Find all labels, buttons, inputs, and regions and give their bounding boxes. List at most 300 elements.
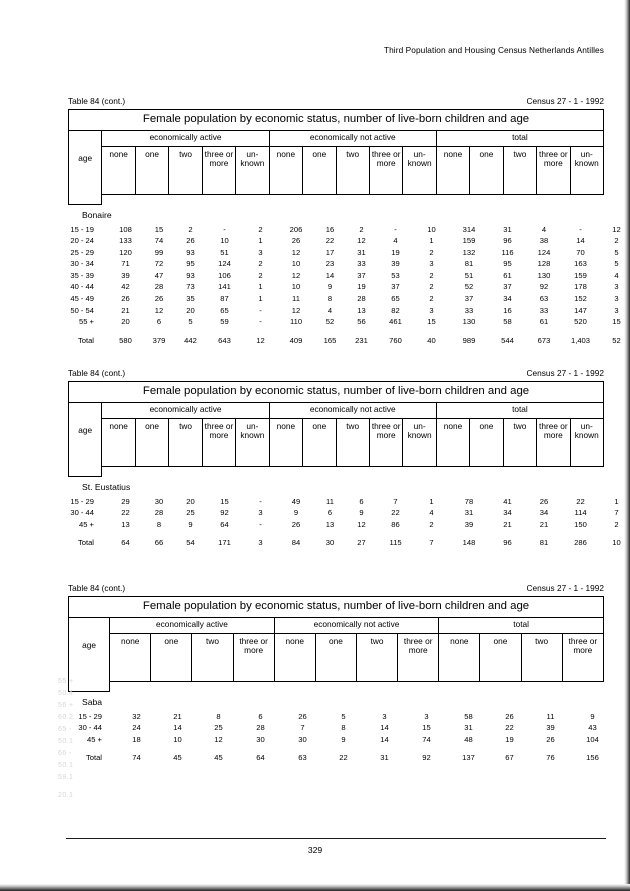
data-cell: 9 <box>590 711 595 721</box>
data-cell: 22 <box>505 723 514 733</box>
data-cell: 26 <box>154 294 164 304</box>
data-cell: 34 <box>539 508 549 518</box>
data-cell: 114 <box>574 508 587 518</box>
table-title: Female population by economic status, number of live-born children and age <box>69 382 604 403</box>
data-cell: 7 <box>614 508 619 518</box>
data-cell: 26 <box>298 711 307 721</box>
data-cell: 61 <box>539 317 549 327</box>
data-cell: - <box>259 305 262 315</box>
data-cell: 2 <box>188 224 193 234</box>
group-total: total <box>436 402 603 418</box>
data-cell: 130 <box>462 317 476 327</box>
data-cell: 26 <box>186 236 195 246</box>
data-cell: 2 <box>429 270 434 280</box>
table-caption-line <box>68 368 604 381</box>
data-cell: 23 <box>325 259 335 269</box>
data-cell: 45 <box>173 753 182 763</box>
data-cell: 40 <box>427 335 436 345</box>
scan-edge <box>0 884 630 891</box>
data-cell: 11 <box>546 711 555 721</box>
data-cell: 15 <box>220 496 229 506</box>
col-ea-three-or-more: three or more <box>233 633 274 681</box>
col-ena-none: none <box>274 633 315 681</box>
data-cell: 37 <box>464 294 474 304</box>
page-number: 329 <box>307 845 323 855</box>
data-cell: 12 <box>357 236 366 246</box>
data-cell: 3 <box>614 305 619 315</box>
data-cell: 4 <box>429 508 434 518</box>
col-ea-two: two <box>169 146 202 194</box>
table-row <box>68 235 630 247</box>
col-tot-one: one <box>470 418 503 466</box>
data-cell: 78 <box>464 496 474 506</box>
data-cell: 2 <box>429 519 434 529</box>
data-cell: 2 <box>258 259 263 269</box>
table-block-saba <box>58 583 604 799</box>
data-cell: - <box>259 317 262 327</box>
data-cell: 4 <box>614 270 619 280</box>
col-ena-three-or-more: three or more <box>369 146 402 194</box>
data-cell: 1 <box>258 236 263 246</box>
col-tot-two: two <box>521 633 562 681</box>
group-total: total <box>436 130 603 146</box>
table-header-frame <box>68 381 604 477</box>
data-cell: 10 <box>427 224 436 234</box>
data-cell: 1 <box>429 236 434 246</box>
data-cell: 4 <box>327 305 333 315</box>
col-ena-none: none <box>269 146 302 194</box>
scan-artifact: 20.1 <box>58 791 74 799</box>
data-cell: 49 <box>291 496 301 506</box>
data-cell: 99 <box>154 247 164 257</box>
col-ea-two: two <box>169 418 202 466</box>
scan-artifact: 55 + <box>58 677 74 685</box>
col-ena-none: none <box>269 418 302 466</box>
table-row <box>68 293 630 305</box>
data-cell: 115 <box>389 538 402 548</box>
table-row <box>68 734 614 746</box>
table-total-row <box>68 335 630 347</box>
data-cell: 19 <box>505 734 514 744</box>
age-label: 15 - 29 <box>78 711 102 721</box>
col-tot-three-or-more: three or more <box>562 633 603 681</box>
col-ea-two: two <box>192 633 233 681</box>
data-cell: 14 <box>380 734 389 744</box>
data-cell: 30 <box>154 496 164 506</box>
data-cell: 47 <box>154 270 164 280</box>
data-cell: 22 <box>391 508 400 518</box>
table-row <box>68 270 630 282</box>
table-total-row <box>68 537 630 549</box>
data-cell: 9 <box>359 508 364 518</box>
data-cell: 63 <box>539 294 549 304</box>
data-cell: 165 <box>323 335 337 345</box>
data-cell: 81 <box>464 259 474 269</box>
data-cell: 58 <box>464 711 473 721</box>
table-block-bonaire <box>68 96 621 346</box>
data-cell: 96 <box>503 538 512 548</box>
data-cell: 28 <box>154 282 164 292</box>
data-cell: 16 <box>325 224 335 234</box>
data-cell: 10 <box>291 282 301 292</box>
age-label: 25 - 29 <box>70 247 94 257</box>
data-cell: 156 <box>586 753 599 763</box>
data-cell: 84 <box>291 538 301 548</box>
census-label: Census 27 - 1 - 1992 <box>526 368 604 378</box>
data-cell: 159 <box>462 236 476 246</box>
data-cell: 26 <box>121 294 130 304</box>
data-cell: 6 <box>156 317 162 327</box>
data-cell: 13 <box>325 519 335 529</box>
data-cell: 22 <box>339 753 348 763</box>
col-ea-one: one <box>135 146 168 194</box>
data-cell: 63 <box>298 753 307 763</box>
data-cell: 74 <box>154 236 164 246</box>
data-cell: 21 <box>539 519 549 529</box>
data-cell: 14 <box>576 236 585 246</box>
col-ea-three-or-more: three or more <box>202 146 235 194</box>
data-cell: 27 <box>357 538 366 548</box>
data-cell: - <box>259 496 262 506</box>
data-cell: 133 <box>119 236 132 246</box>
col-tot-unknown: un- known <box>570 418 603 466</box>
col-tot-unknown: un- known <box>570 146 603 194</box>
data-cell: 14 <box>325 270 335 280</box>
data-cell: 442 <box>184 335 197 345</box>
data-cell: 24 <box>132 723 141 733</box>
col-ea-one: one <box>135 418 168 466</box>
data-cell: 2 <box>614 519 619 529</box>
data-cell: 28 <box>154 508 164 518</box>
data-cell: 3 <box>429 259 434 269</box>
data-cell: 32 <box>132 711 141 721</box>
age-label: 20 - 24 <box>70 236 94 246</box>
col-ena-unknown: un- known <box>403 146 436 194</box>
data-cell: 6 <box>359 496 364 506</box>
data-cell: 52 <box>464 282 474 292</box>
data-cell: 10 <box>220 236 229 246</box>
col-tot-two: two <box>503 418 536 466</box>
age-label: 55 + <box>79 317 94 327</box>
data-cell: 9 <box>341 734 346 744</box>
data-cell: 10 <box>291 259 301 269</box>
data-cell: 37 <box>357 270 366 280</box>
data-cell: 17 <box>325 247 335 257</box>
data-cell: 22 <box>325 236 335 246</box>
data-cell: 120 <box>119 247 132 257</box>
scan-artifact: 56 + <box>58 701 74 709</box>
data-cell: 3 <box>382 711 387 721</box>
col-tot-none: none <box>439 633 480 681</box>
data-cell: 520 <box>574 317 587 327</box>
data-cell: 28 <box>357 294 366 304</box>
data-cell: 31 <box>464 723 473 733</box>
data-cell: 95 <box>503 259 512 269</box>
age-label: 15 - 29 <box>70 496 94 506</box>
data-cell: 19 <box>391 247 400 257</box>
age-label: 45 + <box>87 734 102 744</box>
data-cell: 1 <box>258 282 263 292</box>
data-cell: 71 <box>121 259 130 269</box>
col-ea-unknown: un- known <box>236 418 269 466</box>
data-cell: 31 <box>503 224 512 234</box>
data-cell: 286 <box>574 538 587 548</box>
data-cell: 14 <box>173 723 182 733</box>
col-tot-one: one <box>480 633 521 681</box>
data-cell: 130 <box>537 270 551 280</box>
col-ea-unknown: un- known <box>236 146 269 194</box>
data-cell: 65 <box>220 305 229 315</box>
age-label: 50 - 54 <box>70 305 94 315</box>
data-cell: 12 <box>291 270 301 280</box>
table-row <box>68 711 614 723</box>
col-tot-two: two <box>503 146 536 194</box>
census-label: Census 27 - 1 - 1992 <box>526 96 604 106</box>
table-row <box>68 507 630 519</box>
data-table-st-eustatius <box>68 496 630 549</box>
table-row <box>68 247 630 259</box>
data-cell: 178 <box>574 282 587 292</box>
data-cell: 26 <box>291 236 301 246</box>
data-cell: 61 <box>503 270 512 280</box>
data-cell: 33 <box>357 259 366 269</box>
table-title: Female population by economic status, number of live-born children and age <box>69 597 604 618</box>
scan-artifact: 59.1 <box>58 773 74 781</box>
data-cell: 26 <box>291 519 301 529</box>
data-cell: 580 <box>119 335 132 345</box>
data-cell: 52 <box>325 317 335 327</box>
data-cell: 141 <box>218 282 231 292</box>
row-spacer <box>68 530 630 537</box>
age-label: 40 - 44 <box>70 282 94 292</box>
group-economically-active: economically active <box>102 130 269 146</box>
data-cell: 152 <box>574 294 587 304</box>
data-cell: 51 <box>464 270 474 280</box>
age-label: 45 + <box>79 519 94 529</box>
age-label: 30 - 34 <box>70 259 94 269</box>
age-label: Total <box>77 538 94 548</box>
table-row <box>68 281 630 293</box>
data-cell: 19 <box>357 282 366 292</box>
data-cell: 110 <box>289 317 303 327</box>
data-cell: 21 <box>173 711 182 721</box>
table-row <box>68 316 630 328</box>
data-cell: 6 <box>327 508 333 518</box>
col-tot-none: none <box>436 146 469 194</box>
data-cell: 2 <box>359 224 364 234</box>
age-label: Total <box>77 335 94 345</box>
data-cell: 26 <box>539 496 549 506</box>
data-cell: 73 <box>186 282 195 292</box>
census-label: Census 27 - 1 - 1992 <box>526 583 604 593</box>
data-cell: 3 <box>614 282 619 292</box>
data-cell: 2 <box>429 282 434 292</box>
data-cell: 989 <box>462 335 476 345</box>
data-cell: 3 <box>258 247 263 257</box>
data-cell: 37 <box>503 282 512 292</box>
table-caption-line <box>68 583 604 596</box>
data-cell: 35 <box>186 294 195 304</box>
col-ea-one: one <box>151 633 192 681</box>
data-cell: 95 <box>186 259 195 269</box>
col-ena-three-or-more: three or more <box>369 418 402 466</box>
data-cell: 21 <box>121 305 130 315</box>
data-cell: 30 <box>325 538 335 548</box>
data-cell: 93 <box>186 270 195 280</box>
data-cell: 39 <box>464 519 474 529</box>
data-cell: 2 <box>429 294 434 304</box>
data-cell: 1 <box>429 496 434 506</box>
data-cell: 12 <box>256 335 265 345</box>
data-cell: 7 <box>393 496 398 506</box>
data-cell: - <box>579 224 582 234</box>
data-cell: 15 <box>154 224 164 234</box>
data-cell: 64 <box>220 519 229 529</box>
col-ena-three-or-more: three or more <box>398 633 439 681</box>
data-cell: 42 <box>121 282 130 292</box>
row-spacer <box>68 328 630 335</box>
data-area <box>68 477 621 549</box>
data-cell: 9 <box>188 519 193 529</box>
data-cell: 3 <box>429 305 434 315</box>
data-cell: 30 <box>298 734 307 744</box>
data-cell: - <box>259 519 262 529</box>
data-cell: 16 <box>503 305 512 315</box>
data-cell: 31 <box>464 508 474 518</box>
data-table-bonaire <box>68 224 630 346</box>
col-tot-three-or-more: three or more <box>537 146 570 194</box>
data-cell: 18 <box>132 734 141 744</box>
data-cell: 2 <box>258 224 263 234</box>
data-cell: 39 <box>546 723 555 733</box>
col-tot-three-or-more: three or more <box>537 418 570 466</box>
data-cell: 48 <box>464 734 473 744</box>
data-cell: 26 <box>546 734 555 744</box>
group-total: total <box>439 617 604 633</box>
data-cell: 3 <box>614 294 619 304</box>
col-ena-two: two <box>336 146 369 194</box>
col-tot-none: none <box>436 418 469 466</box>
data-cell: 13 <box>121 519 130 529</box>
data-cell: 20 <box>186 305 195 315</box>
data-cell: 67 <box>505 753 514 763</box>
place-name-saba: Saba <box>82 696 103 707</box>
data-cell: 22 <box>121 508 130 518</box>
data-cell: 116 <box>501 247 514 257</box>
data-cell: 150 <box>574 519 587 529</box>
age-label: 30 - 44 <box>78 723 102 733</box>
col-tot-one: one <box>470 146 503 194</box>
data-cell: 22 <box>576 496 585 506</box>
data-cell: 163 <box>574 259 587 269</box>
data-cell: 54 <box>186 538 195 548</box>
scan-artifact: 50.1 <box>58 737 74 745</box>
data-cell: 10 <box>173 734 182 744</box>
table-row <box>68 722 614 734</box>
data-area <box>68 205 621 346</box>
data-cell: 3 <box>258 538 263 548</box>
data-cell: 15 <box>612 317 621 327</box>
data-cell: 64 <box>121 538 130 548</box>
data-cell: 66 <box>154 538 164 548</box>
data-cell: 8 <box>341 723 346 733</box>
table-row <box>68 519 630 531</box>
scan-edge <box>624 0 630 891</box>
col-ena-two: two <box>356 633 397 681</box>
data-cell: 39 <box>391 259 400 269</box>
data-cell: 4 <box>541 224 547 234</box>
data-cell: 6 <box>258 711 263 721</box>
table-caption-line <box>68 96 604 109</box>
table-total-row <box>68 752 614 764</box>
data-cell: 1 <box>258 294 263 304</box>
data-cell: 12 <box>357 519 366 529</box>
data-cell: 20 <box>121 317 130 327</box>
age-label: 35 - 39 <box>70 270 94 280</box>
age-label: 45 - 49 <box>70 294 94 304</box>
data-cell: 92 <box>220 508 229 518</box>
data-cell: 544 <box>501 335 514 345</box>
data-cell: 30 <box>256 734 265 744</box>
data-cell: 2 <box>614 236 619 246</box>
data-cell: 93 <box>186 247 195 257</box>
data-cell: 51 <box>220 247 229 257</box>
data-cell: 12 <box>214 734 223 744</box>
age-label: Total <box>85 753 102 763</box>
data-cell: 147 <box>574 305 587 315</box>
table-row <box>68 305 630 317</box>
col-ea-none: none <box>102 418 135 466</box>
scan-artifact: 65 - <box>58 725 72 733</box>
data-cell: 10 <box>612 538 621 548</box>
age-label: 15 - 19 <box>70 224 94 234</box>
data-cell: 74 <box>422 734 431 744</box>
col-ena-two: two <box>336 418 369 466</box>
data-cell: 132 <box>462 247 476 257</box>
data-cell: 52 <box>612 335 621 345</box>
data-cell: 8 <box>327 294 333 304</box>
table-row <box>68 224 630 236</box>
data-cell: 34 <box>503 294 512 304</box>
group-economically-active: economically active <box>102 402 269 418</box>
data-cell: 33 <box>539 305 549 315</box>
data-cell: 108 <box>119 224 132 234</box>
data-cell: 5 <box>341 711 346 721</box>
data-cell: 92 <box>422 753 431 763</box>
data-cell: 379 <box>152 335 166 345</box>
data-cell: 26 <box>505 711 514 721</box>
data-cell: 673 <box>537 335 551 345</box>
data-cell: 12 <box>612 224 621 234</box>
group-economically-not-active: economically not active <box>274 617 439 633</box>
data-cell: 5 <box>614 259 619 269</box>
col-ea-none: none <box>110 633 151 681</box>
col-ena-unknown: un- known <box>403 418 436 466</box>
age-label: 30 - 44 <box>70 508 94 518</box>
data-cell: 25 <box>186 508 195 518</box>
data-cell: 1,403 <box>570 335 590 345</box>
data-cell: 29 <box>121 496 130 506</box>
data-cell: 45 <box>214 753 223 763</box>
data-cell: 8 <box>216 711 221 721</box>
col-ena-one: one <box>315 633 356 681</box>
data-cell: - <box>223 224 226 234</box>
data-cell: 59 <box>220 317 229 327</box>
table-title: Female population by economic status, number of live-born children and age <box>69 110 604 131</box>
data-cell: 70 <box>576 247 585 257</box>
data-cell: 409 <box>289 335 303 345</box>
data-cell: 65 <box>391 294 400 304</box>
